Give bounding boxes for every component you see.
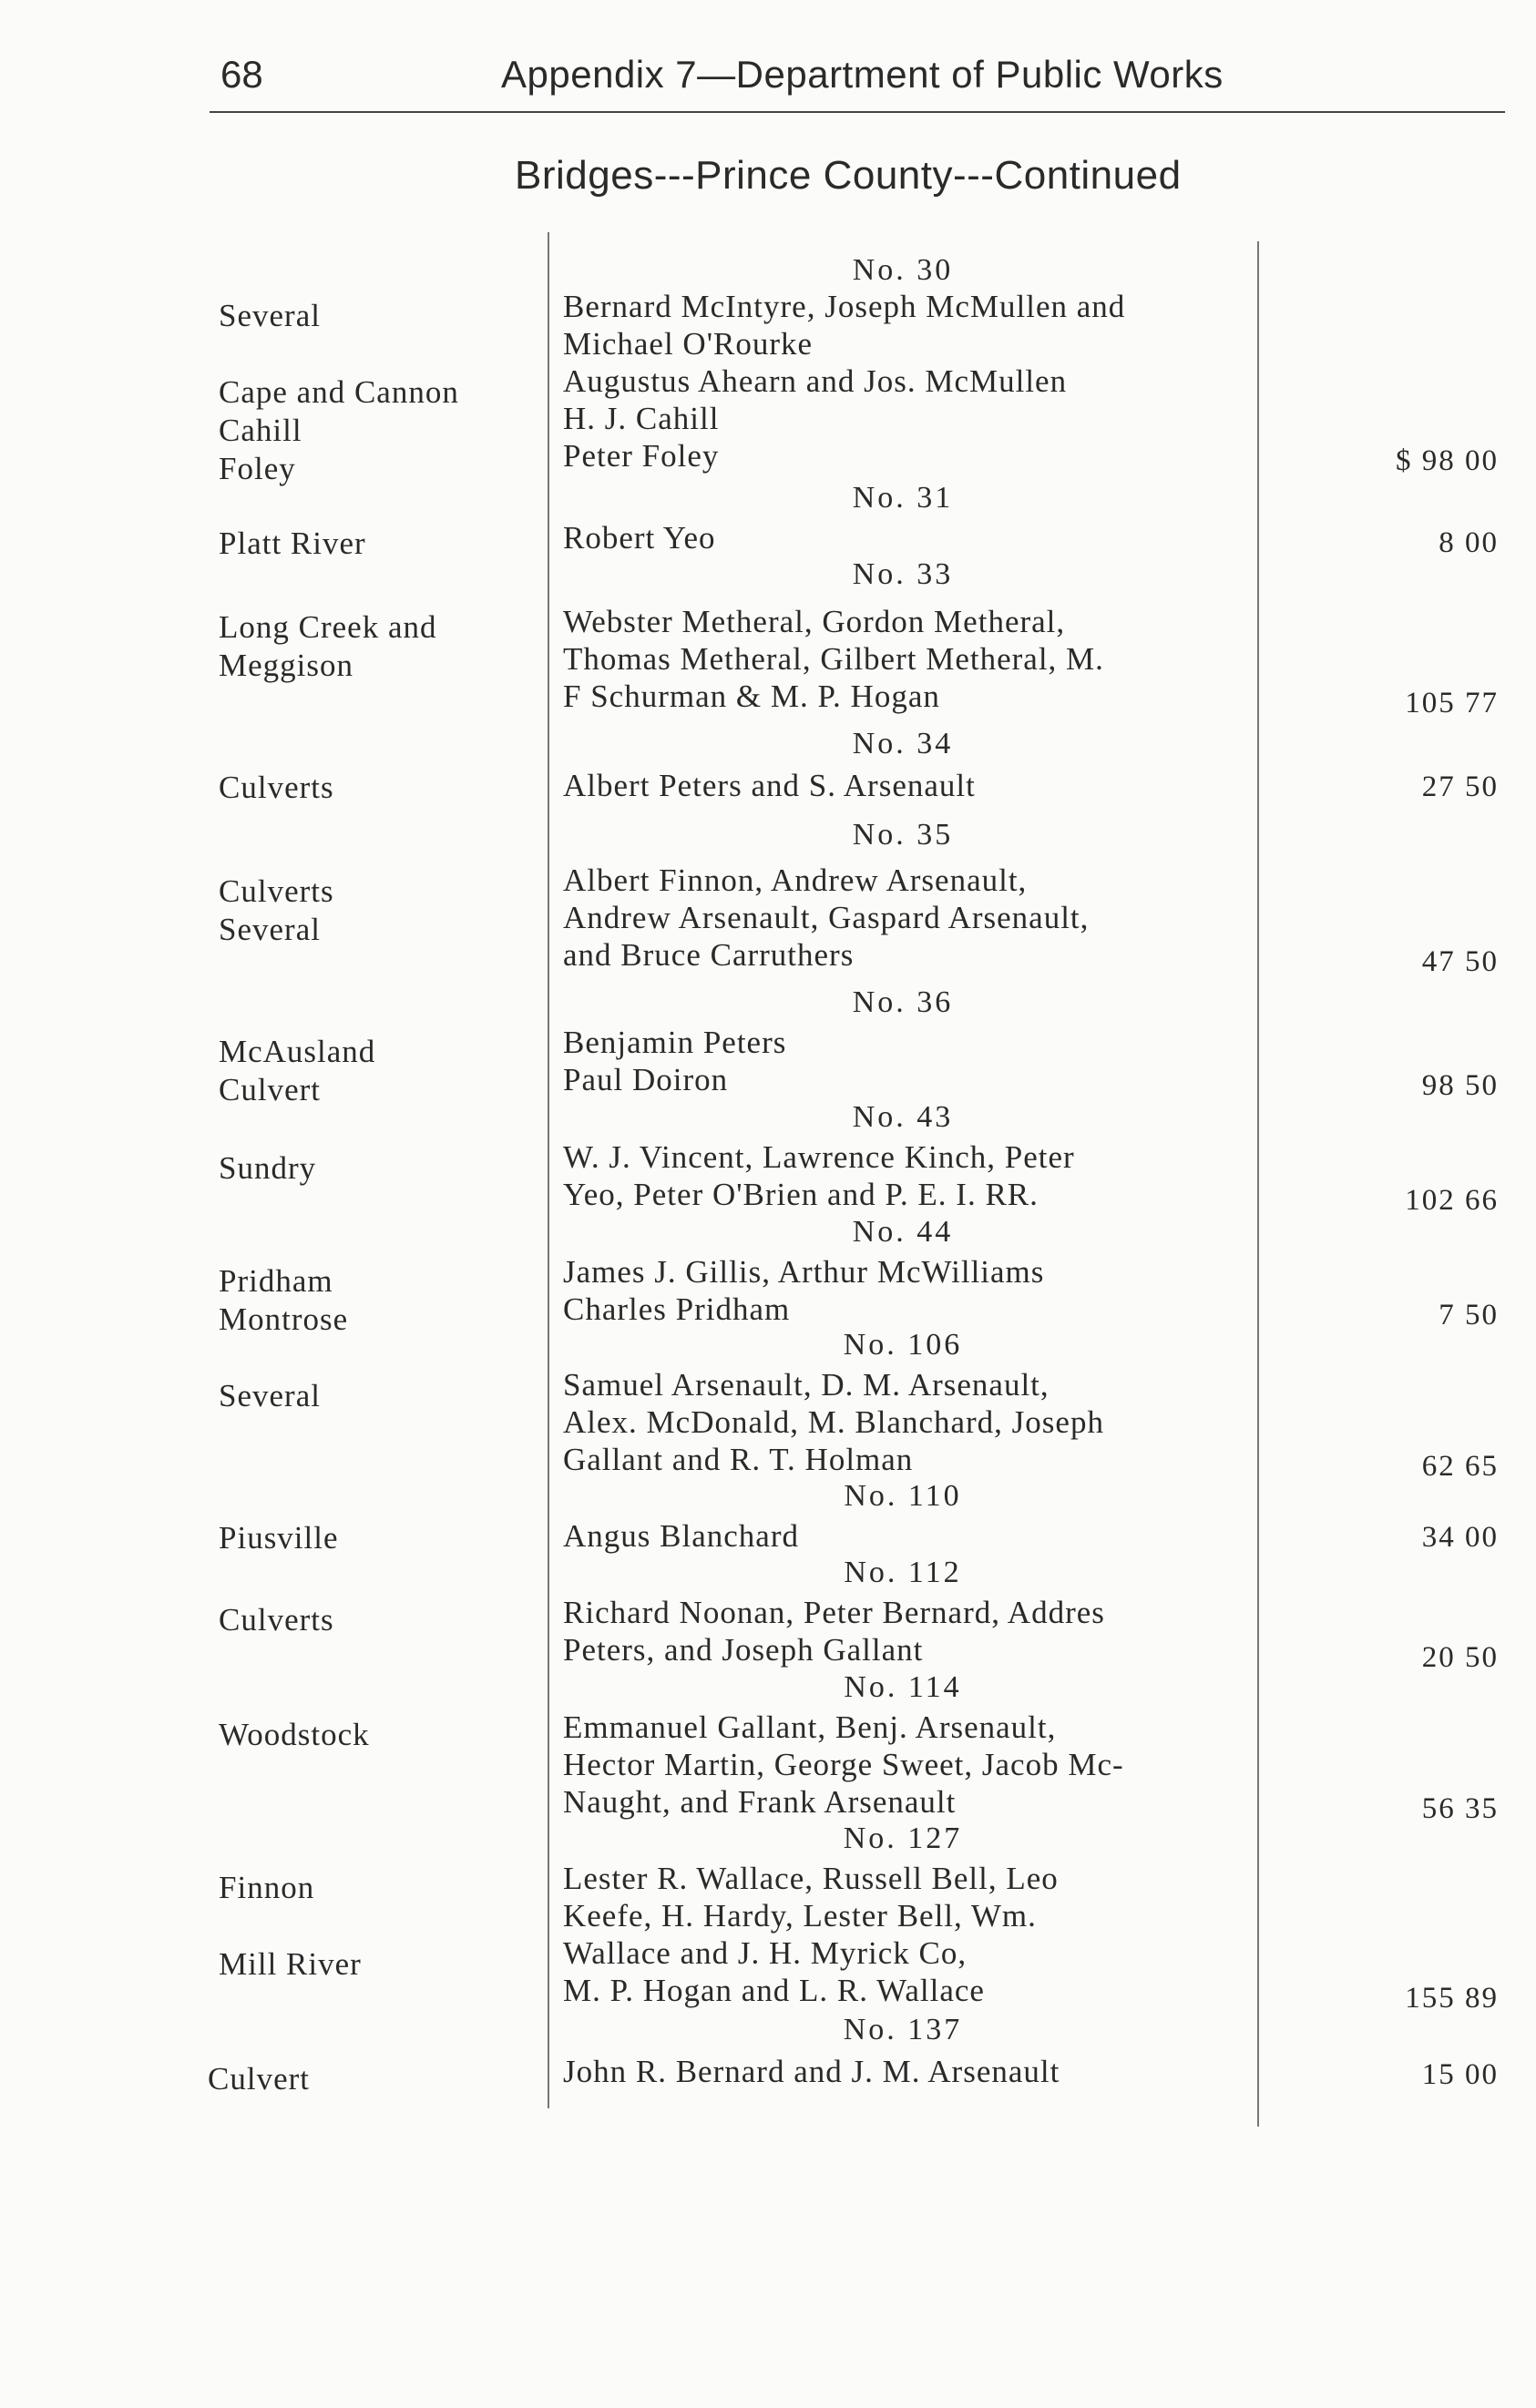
amount: 8 00	[1439, 526, 1499, 559]
place-name: Piusville	[219, 1520, 339, 1556]
contractor-names: Webster Metheral, Gordon Metheral, Thomas Metheral, Gilbert Metheral, M. F Schurman & M. P. Hogan	[563, 604, 1104, 714]
amount: 27 50	[1421, 770, 1499, 803]
amount: 62 65	[1421, 1450, 1499, 1483]
group-number: No. 44	[852, 1215, 954, 1249]
amount: 47 50	[1421, 945, 1499, 978]
group-number: No. 36	[852, 985, 954, 1019]
group-number: No. 35	[852, 818, 954, 852]
place-name: Culvert	[208, 2061, 310, 2097]
amount: 15 00	[1421, 2058, 1499, 2091]
amount: $ 98 00	[1396, 444, 1499, 477]
group-number: No. 114	[844, 1670, 962, 1704]
group-number: No. 34	[852, 727, 954, 760]
group-number: No. 106	[843, 1328, 963, 1362]
contractor-names: Samuel Arsenault, D. M. Arsenault, Alex. McDonald, M. Blanchard, Joseph Gallant and R. T. Holman	[563, 1367, 1104, 1477]
place-name: Several Cape and Cannon Cahill Foley	[219, 298, 459, 486]
amount: 98 50	[1421, 1069, 1499, 1102]
contractor-names: Emmanuel Gallant, Benj. Arsenault, Hector Martin, George Sweet, Jacob Mc- Naught, and Frank Arsenault	[563, 1709, 1124, 1820]
place-name: Pridham Montrose	[219, 1263, 349, 1337]
place-name: McAusland Culvert	[219, 1034, 376, 1107]
place-name: Platt River	[219, 525, 366, 561]
place-name: Culverts	[219, 770, 334, 805]
amount: 20 50	[1421, 1641, 1499, 1674]
contractor-names: Bernard McIntyre, Joseph McMullen and Michael O'Rourke Augustus Ahearn and Jos. McMullen H. J. Cahill Peter Foley	[563, 289, 1126, 474]
group-number: No. 30	[852, 253, 954, 287]
place-name: Culverts Several	[219, 873, 334, 947]
place-name: Long Creek and Meggison	[219, 609, 437, 683]
amount: 7 50	[1439, 1299, 1499, 1332]
contractor-names: James J. Gillis, Arthur McWilliams Charles Pridham	[563, 1254, 1045, 1327]
contractor-names: Richard Noonan, Peter Bernard, Addres Peters, and Joseph Gallant	[563, 1595, 1105, 1668]
place-name: Several	[219, 1378, 321, 1413]
amount: 34 00	[1421, 1521, 1499, 1554]
place-name: Woodstock	[219, 1717, 370, 1752]
amount: 56 35	[1421, 1792, 1499, 1825]
place-name: Sundry	[219, 1150, 317, 1186]
contractor-names: John R. Bernard and J. M. Arsenault	[563, 2054, 1060, 2089]
contractor-names: Robert Yeo	[563, 520, 716, 556]
section-title: Bridges---Prince County---Continued	[515, 153, 1182, 198]
running-head: Appendix 7—Department of Public Works	[501, 53, 1224, 96]
contractor-names: Angus Blanchard	[563, 1518, 799, 1554]
group-number: No. 31	[852, 481, 954, 515]
group-number: No. 137	[843, 2013, 963, 2046]
amount: 102 66	[1405, 1184, 1499, 1217]
contractor-names: W. J. Vincent, Lawrence Kinch, Peter Yeo, Peter O'Brien and P. E. I. RR.	[563, 1139, 1075, 1212]
group-number: No. 43	[852, 1100, 954, 1134]
amount: 105 77	[1405, 687, 1499, 719]
contractor-names: Lester R. Wallace, Russell Bell, Leo Keefe, H. Hardy, Lester Bell, Wm. Wallace and J. H. Myrick Co, M. P. Hogan and L. R. Wallace	[563, 1861, 1059, 2008]
group-number: No. 33	[852, 557, 954, 591]
contractor-names: Albert Peters and S. Arsenault	[563, 768, 976, 803]
group-number: No. 127	[843, 1821, 963, 1855]
contractor-names: Albert Finnon, Andrew Arsenault, Andrew Arsenault, Gaspard Arsenault, and Bruce Carruthers	[563, 862, 1090, 973]
place-name: Finnon Mill River	[219, 1870, 362, 1982]
group-number: No. 112	[844, 1556, 962, 1589]
page-number: 68	[220, 53, 263, 96]
amount: 155 89	[1405, 1982, 1499, 2015]
group-number: No. 110	[844, 1479, 962, 1513]
contractor-names: Benjamin Peters Paul Doiron	[563, 1025, 787, 1097]
place-name: Culverts	[219, 1602, 334, 1638]
